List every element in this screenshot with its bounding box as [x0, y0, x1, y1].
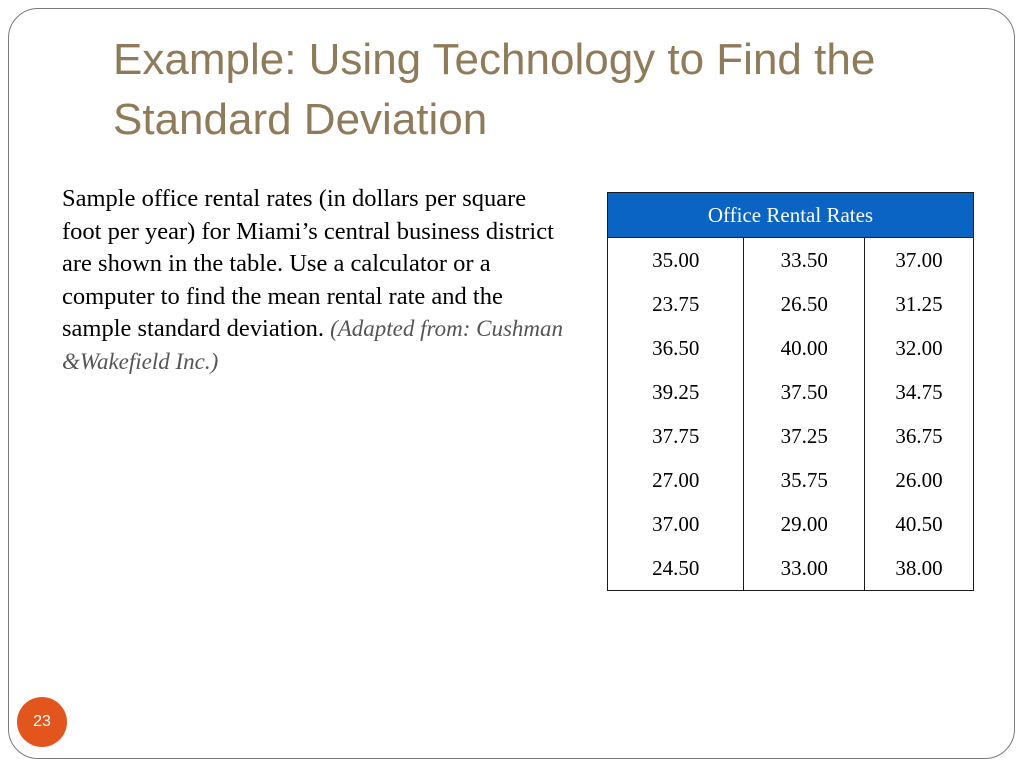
slide-title: Example: Using Technology to Find the Standard Deviation [113, 35, 876, 144]
table-cell: 29.00 [744, 502, 865, 546]
page-number-badge: 23 [17, 697, 67, 747]
table-cell: 35.00 [608, 238, 744, 283]
table-row [608, 282, 974, 326]
table-cell: 36.50 [608, 326, 744, 370]
table-cell: 32.00 [865, 326, 974, 370]
table-header-row [608, 193, 974, 238]
table-cell: 37.25 [744, 414, 865, 458]
table-row [608, 414, 974, 458]
table-cell: 37.50 [744, 370, 865, 414]
table-header: Office Rental Rates [608, 193, 974, 238]
body-paragraph: Sample office rental rates (in dollars per square foot per year) for Miami’s central business district are shown in the table. Use a calculator or a computer to find the mean rental rate and the sample standard deviation. [62, 185, 554, 342]
table-cell: 31.25 [865, 282, 974, 326]
table-row [608, 458, 974, 502]
table-cell: 37.00 [608, 502, 744, 546]
table-cell: 26.50 [744, 282, 865, 326]
table-cell: 37.00 [865, 238, 974, 283]
source-citation: (Adapted from: Cushman &Wakefield Inc.) [62, 316, 564, 374]
table-row [608, 546, 974, 591]
table-cell: 24.50 [608, 546, 744, 591]
table-cell: 27.00 [608, 458, 744, 502]
table-cell: 38.00 [865, 546, 974, 591]
table-row [608, 238, 974, 283]
table-cell: 37.75 [608, 414, 744, 458]
table-row [608, 326, 974, 370]
table-cell: 40.50 [865, 502, 974, 546]
table-cell: 34.75 [865, 370, 974, 414]
table-cell: 35.75 [744, 458, 865, 502]
table-cell: 23.75 [608, 282, 744, 326]
table-row [608, 502, 974, 546]
table-cell: 26.00 [865, 458, 974, 502]
rental-rates-table [607, 192, 974, 591]
table-row [608, 370, 974, 414]
table-cell: 36.75 [865, 414, 974, 458]
table-cell: 33.50 [744, 238, 865, 283]
table-cell: 39.25 [608, 370, 744, 414]
table-cell: 33.00 [744, 546, 865, 591]
table-cell: 40.00 [744, 326, 865, 370]
body-text [62, 183, 567, 378]
